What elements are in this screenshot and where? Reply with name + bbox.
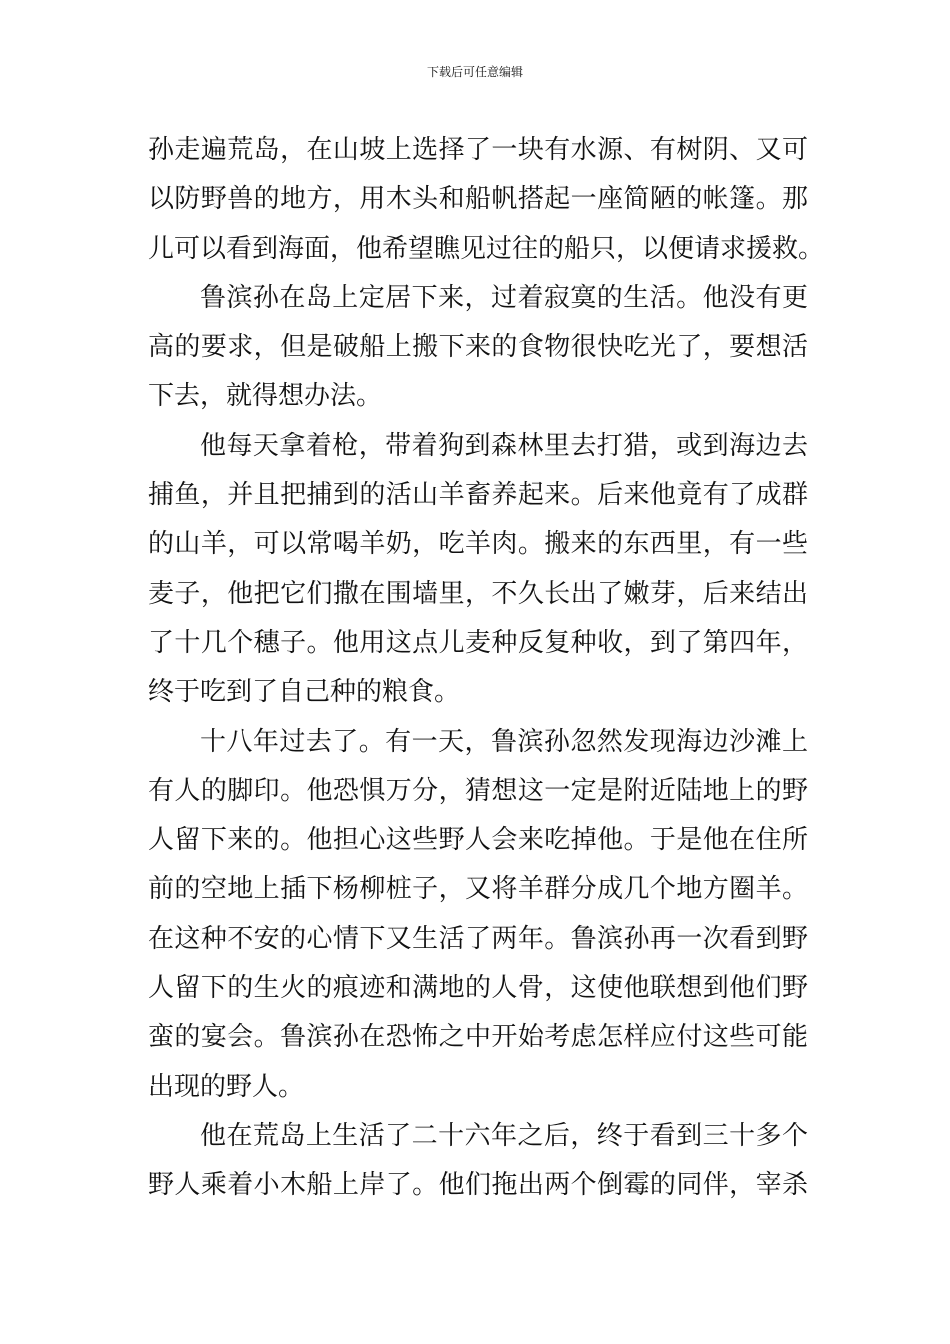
document-body	[148, 126, 825, 1211]
text-line: 人留下的生火的痕迹和满地的人骨，这使他联想到他们野	[148, 973, 808, 1004]
text-line: 有人的脚印。他恐惧万分，猜想这一定是附近陆地上的野	[148, 775, 808, 806]
paragraph-first-line: 他每天拿着枪，带着狗到森林里去打猎，或到海边去	[200, 430, 808, 461]
text-line: 了十几个穗子。他用这点儿麦种反复种收，到了第四年，	[148, 627, 808, 658]
paragraph-first-line: 他在荒岛上生活了二十六年之后，终于看到三十多个	[200, 1120, 808, 1151]
text-line: 野人乘着小木船上岸了。他们拖出两个倒霉的同伴，宰杀	[148, 1170, 808, 1201]
text-line: 捕鱼，并且把捕到的活山羊畜养起来。后来他竟有了成群	[148, 480, 808, 511]
text-line: 孙走遍荒岛，在山坡上选择了一块有水源、有树阴、又可	[148, 135, 808, 165]
paragraph-last-line: 终于吃到了自己种的粮食。	[148, 677, 461, 708]
paragraph-first-line: 十八年过去了。有一天，鲁滨孙忽然发现海边沙滩上	[200, 726, 808, 757]
paragraph-first-line: 鲁滨孙在岛上定居下来，过着寂寞的生活。他没有更	[200, 282, 808, 313]
text-line: 麦子，他把它们撒在围墙里，不久长出了嫩芽，后来结出	[148, 578, 808, 609]
text-line: 在这种不安的心情下又生活了两年。鲁滨孙再一次看到野	[148, 923, 808, 954]
paragraph-last-line: 下去，就得想办法。	[148, 381, 383, 412]
text-line: 蛮的宴会。鲁滨孙在恐怖之中开始考虑怎样应付这些可能	[148, 1022, 808, 1053]
text-line: 前的空地上插下杨柳桩子，又将羊群分成几个地方圈羊。	[148, 874, 808, 905]
page-header: 下载后可任意编辑	[426, 65, 523, 79]
text-line: 高的要求，但是破船上搬下来的食物很快吃光了，要想活	[148, 332, 808, 363]
text-line: 儿可以看到海面，他希望瞧见过往的船只，以便请求援救。	[148, 233, 825, 264]
text-line: 的山羊，可以常喝羊奶，吃羊肉。搬来的东西里，有一些	[148, 529, 808, 560]
text-line: 人留下来的。他担心这些野人会来吃掉他。于是他在住所	[148, 825, 808, 856]
text-line: 以防野兽的地方，用木头和船帆搭起一座简陋的帐篷。那	[148, 184, 808, 215]
paragraph-last-line: 出现的野人。	[148, 1071, 305, 1102]
